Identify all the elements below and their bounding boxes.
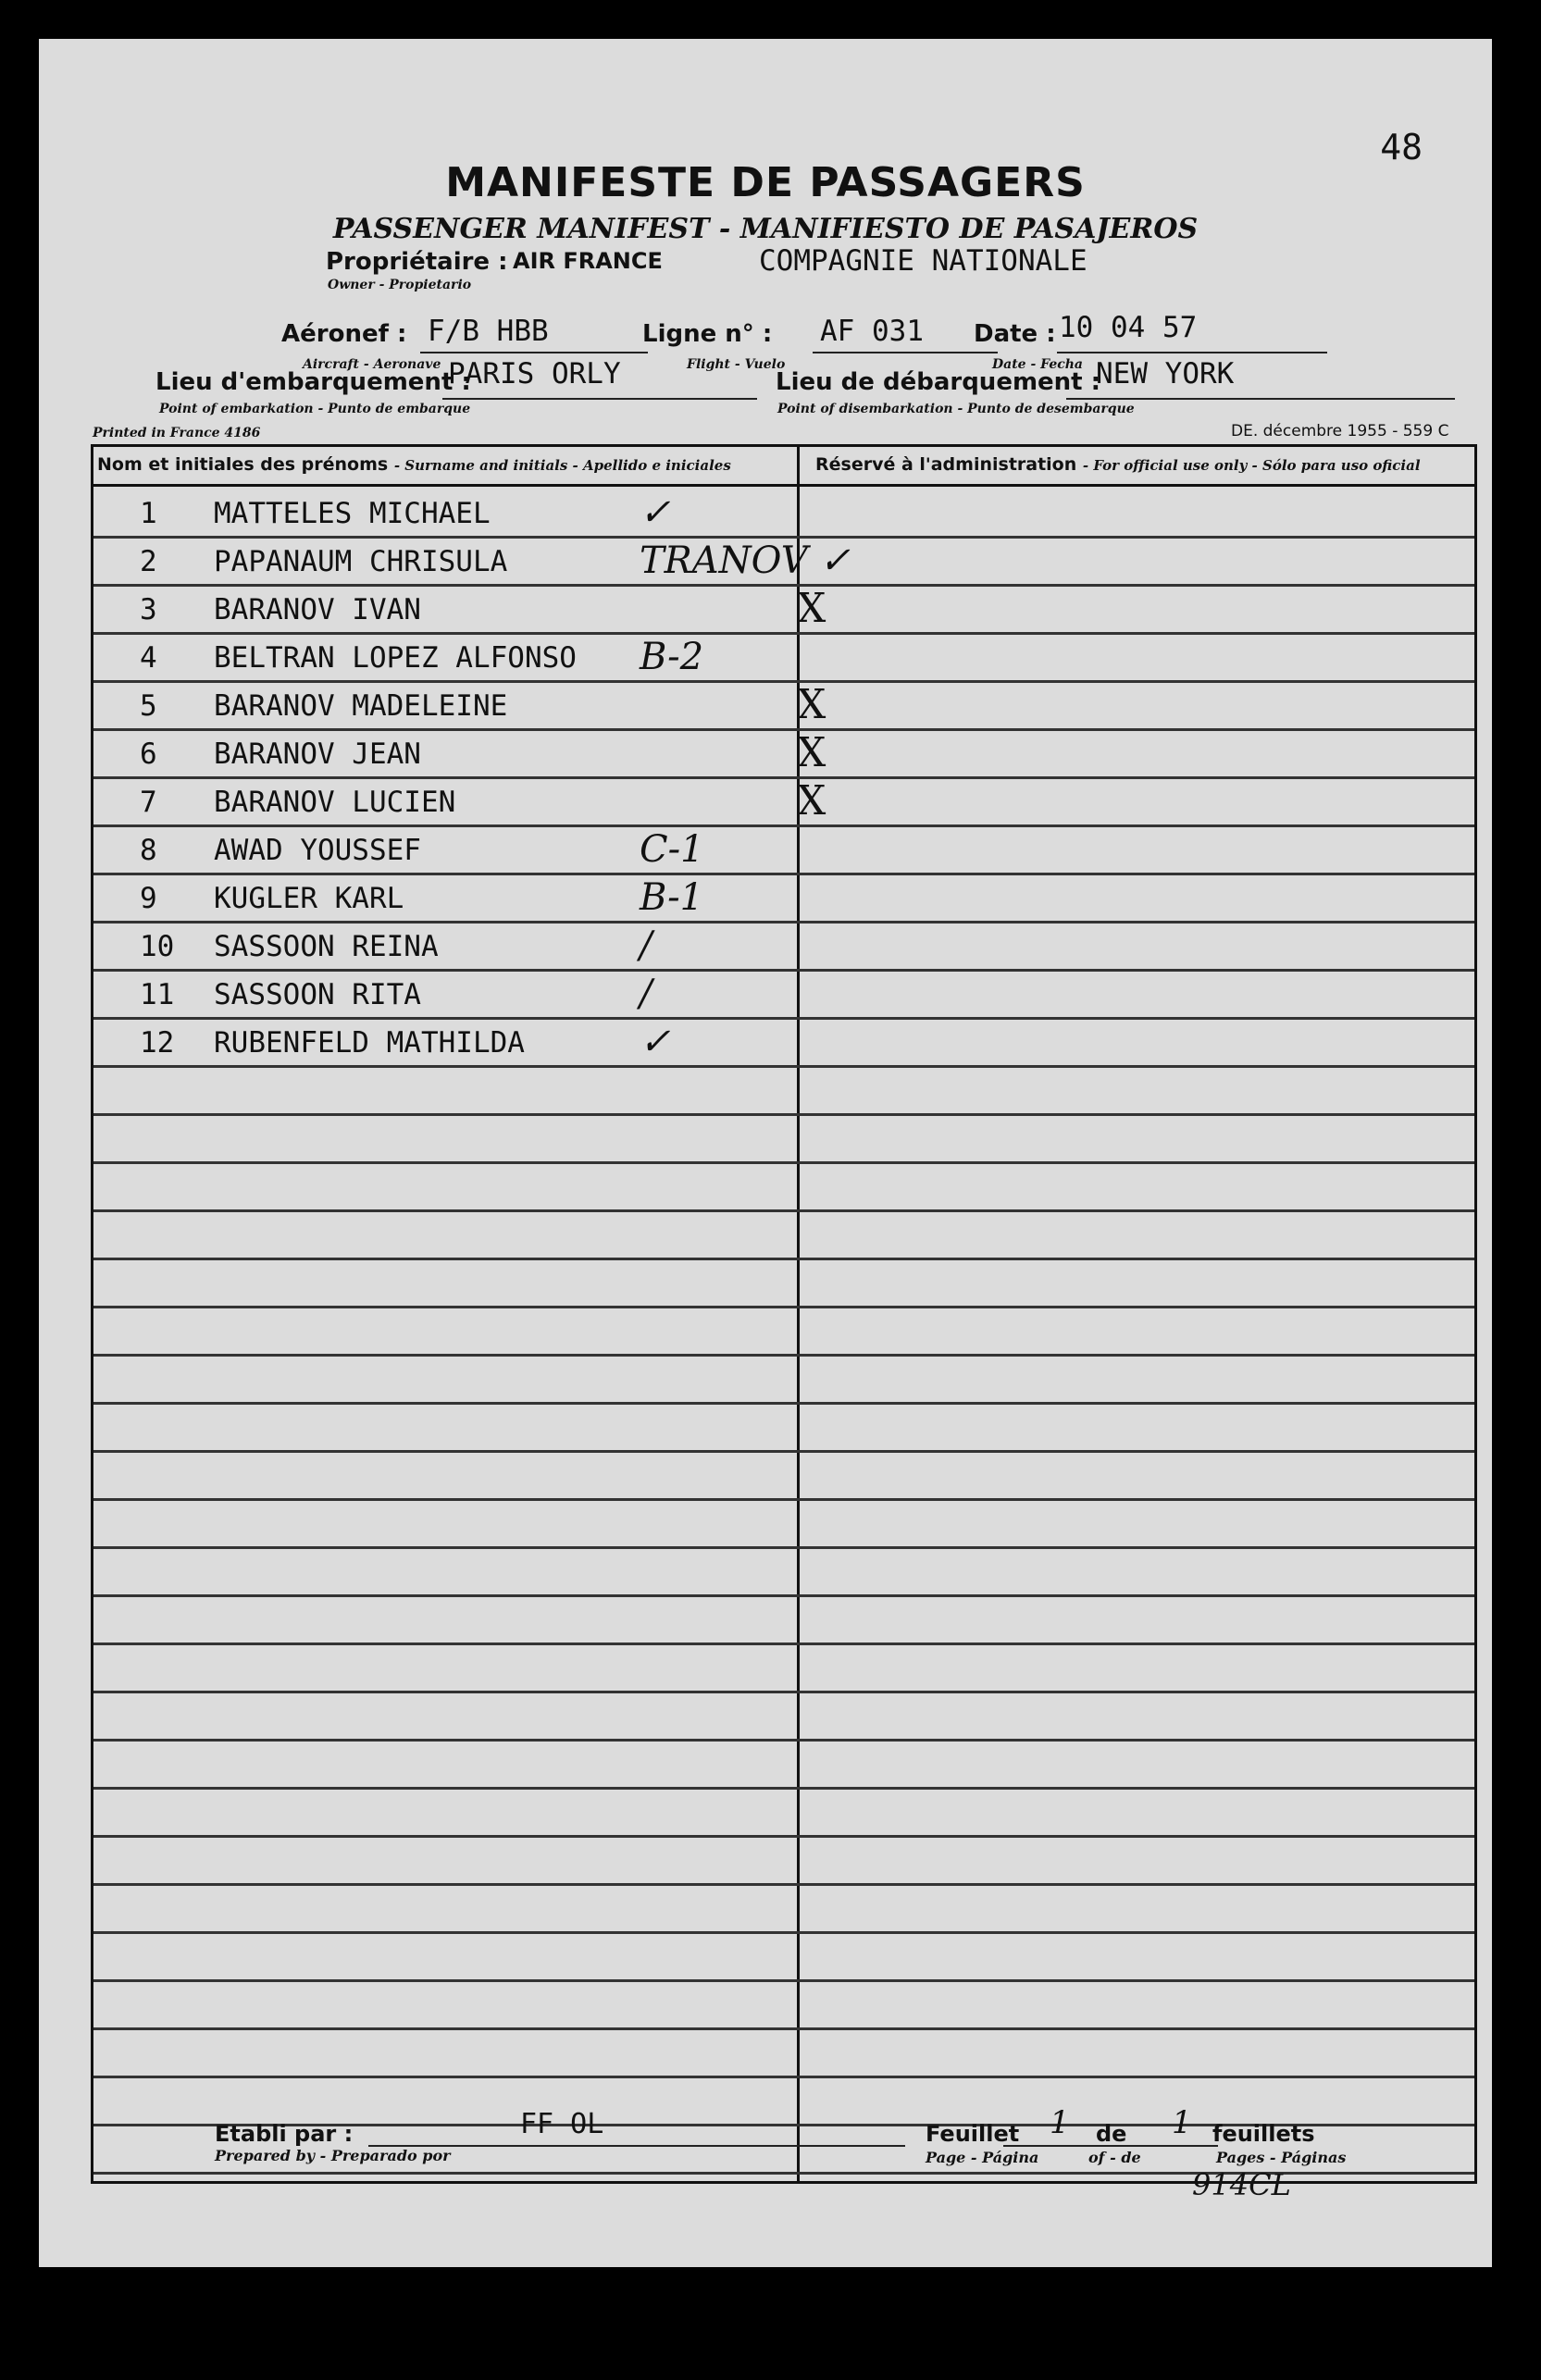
owner-carrier: AIR FRANCE [513,248,663,274]
table-row [93,584,1474,635]
passenger-name: PAPANAUM CHRISULA [214,545,508,578]
col1-header-sub: - Surname and initials - Apellido e iniciales [393,457,731,474]
admin-mark: X [797,585,826,632]
passenger-table [91,444,1477,2184]
row-number: 11 [140,978,175,1011]
table-header [93,447,1474,487]
table-row [93,632,1474,683]
sheet-end-label: feuillets [1212,2121,1315,2147]
aircraft-sublabel: Aircraft - Aeronave [303,357,441,372]
handwritten-mark: ✓ [640,491,671,534]
sheet-number: 1 [1050,2104,1070,2141]
table-row [93,1787,1474,1838]
aircraft-line [420,352,648,353]
table-row [93,1113,1474,1164]
disembarkation-label: Lieu de débarquement : [776,368,1101,396]
row-number: 2 [140,545,157,578]
row-number: 7 [140,786,157,819]
table-row [93,873,1474,923]
passenger-name: BARANOV MADELEINE [214,689,508,723]
table-row [93,1209,1474,1260]
passenger-name: SASSOON RITA [214,978,421,1011]
page-title: MANIFESTE DE PASSAGERS [445,159,1086,206]
table-row [93,1642,1474,1693]
flight-line [813,352,998,353]
table-row [93,921,1474,972]
handwritten-mark: C-1 [640,828,704,871]
prepared-by-label: Etabli par : [215,2121,354,2147]
table-row [93,824,1474,875]
embarkation-line [442,398,757,400]
disembarkation-line [1066,398,1455,400]
handwritten-mark: TRANOV ✓ [640,539,851,582]
aircraft-value: F/B HBB [428,315,549,348]
handwritten-mark: ✓ [640,1021,671,1063]
table-row [93,1450,1474,1501]
disembarkation-value: NEW YORK [1096,357,1235,390]
table-row [93,1691,1474,1742]
disembarkation-sublabel: Point of disembarkation - Punto de desembarque [777,402,1135,416]
table-row [93,1161,1474,1212]
row-number: 10 [140,930,175,963]
handwritten-mark: / [640,924,652,967]
table-row [93,1931,1474,1982]
sheet-of-label: de [1096,2121,1127,2147]
row-number: 12 [140,1026,175,1060]
aircraft-label: Aéronef : [281,320,407,348]
sheet-of-sublabel: of - de [1088,2149,1141,2166]
table-row [93,680,1474,731]
date-sublabel: Date - Fecha [992,357,1083,372]
sheet-line [1003,2145,1218,2147]
handwritten-code: 914CL [1192,2167,1291,2202]
row-number: 5 [140,689,157,723]
passenger-name: AWAD YOUSSEF [214,834,421,867]
date-value: 10 04 57 [1059,311,1198,344]
sheet-label: Feuillet [926,2121,1020,2147]
passenger-name: KUGLER KARL [214,882,404,915]
date-label: Date : [974,320,1056,348]
table-row [93,1498,1474,1549]
sheet-end-sublabel: Pages - Páginas [1216,2149,1347,2166]
col1-header [97,454,731,475]
passenger-name: BARANOV IVAN [214,593,421,626]
flight-value: AF 031 [820,315,924,348]
table-row [93,2076,1474,2126]
table-row [93,1258,1474,1308]
sheet-total: 1 [1172,2104,1192,2141]
owner-value: COMPAGNIE NATIONALE [759,244,1087,278]
col1-header-label: Nom et initiales des prénoms [97,454,389,475]
prepared-by-sublabel: Prepared by - Preparado por [215,2147,451,2164]
passenger-name: BARANOV JEAN [214,738,421,771]
prepared-by-value: FF OL [520,2108,604,2140]
table-row [93,1835,1474,1886]
date-line [1057,352,1327,353]
col2-header [815,454,1421,475]
flight-sublabel: Flight - Vuelo [687,357,786,372]
table-row [93,776,1474,827]
col2-header-label: Réservé à l'administration [815,454,1077,475]
page-subtitle: PASSENGER MANIFEST - MANIFIESTO DE PASAJEROS [332,213,1199,245]
row-number: 6 [140,738,157,771]
table-row [93,1354,1474,1405]
handwritten-mark: B-1 [640,876,704,919]
table-row [93,536,1474,587]
sheet-sublabel: Page - Página [926,2149,1039,2166]
table-row [93,2027,1474,2078]
table-row [93,488,1474,539]
embarkation-label: Lieu d'embarquement : [155,368,471,396]
admin-mark: X [797,681,826,728]
passenger-name: MATTELES MICHAEL [214,497,491,530]
row-number: 1 [140,497,157,530]
table-row [93,1402,1474,1453]
row-number: 8 [140,834,157,867]
embarkation-sublabel: Point of embarkation - Punto de embarque [159,402,471,416]
table-row [93,1979,1474,2030]
table-row [93,1739,1474,1790]
table-row [93,1883,1474,1934]
passenger-name: RUBENFELD MATHILDA [214,1026,525,1060]
admin-mark: X [797,777,826,824]
table-row [93,1594,1474,1645]
embarkation-value: PARIS ORLY [448,357,621,390]
manifest-page [39,39,1492,2267]
table-row [93,728,1474,779]
form-reference: DE. décembre 1955 - 559 C [1231,422,1449,440]
col2-header-sub: - For official use only - Sólo para uso oficial [1082,457,1421,474]
printed-note: Printed in France 4186 [93,426,261,440]
row-number: 4 [140,641,157,675]
passenger-name: BARANOV LUCIEN [214,786,456,819]
handwritten-mark: B-2 [640,636,704,678]
table-row [93,1017,1474,1068]
admin-mark: X [797,729,826,776]
table-row [93,969,1474,1020]
flight-label: Ligne n° : [642,320,773,348]
row-number: 3 [140,593,157,626]
passenger-name: BELTRAN LOPEZ ALFONSO [214,641,577,675]
table-row [93,1306,1474,1357]
page-number: 48 [1380,127,1423,167]
table-row [93,1065,1474,1116]
row-number: 9 [140,882,157,915]
passenger-name: SASSOON REINA [214,930,439,963]
table-row [93,1546,1474,1597]
handwritten-mark: / [640,973,652,1015]
owner-label: Propriétaire : [326,248,508,276]
owner-sublabel: Owner - Propietario [328,278,472,292]
